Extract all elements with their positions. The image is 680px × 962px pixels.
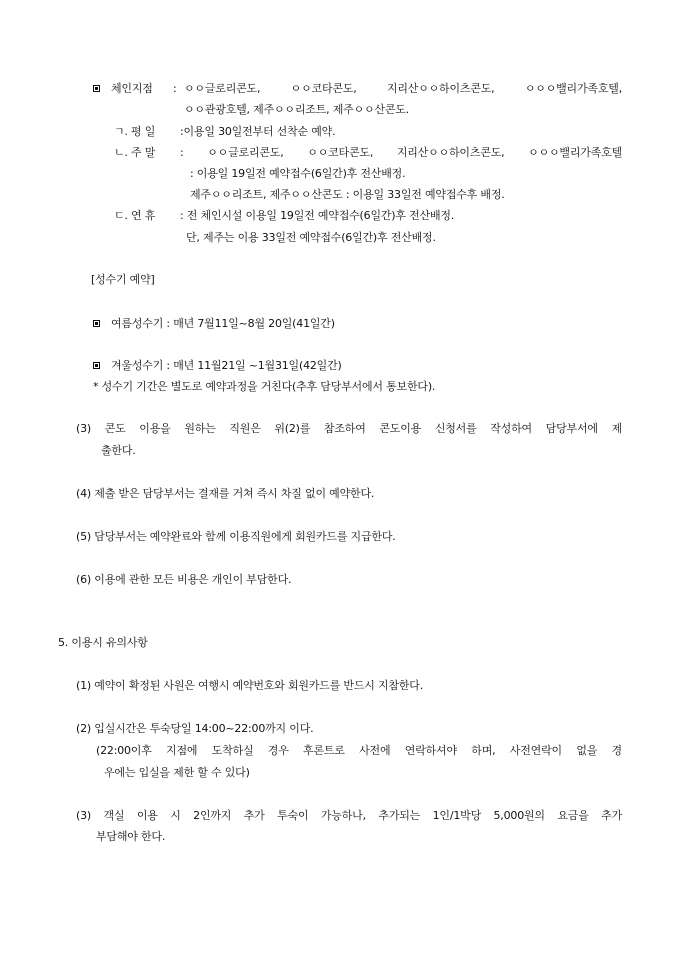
section-5-title: 5. 이용시 유의사항	[58, 636, 148, 649]
holiday-label: ㄷ. 연 휴	[114, 209, 156, 222]
section-5-item-1: (1) 예약이 확정된 사원은 여행시 예약번호와 회원카드를 반드시 지참한다.	[76, 679, 424, 692]
weekend-line-2: : 이용일 19일전 예약접수(6일간)후 전산배정.	[190, 167, 406, 180]
holiday-line-1: : 전 체인시설 이용일 19일전 예약접수(6일간)후 전산배정.	[180, 209, 455, 222]
item-3-line-1: (3) 콘도 이용을 원하는 직원은 위(2)를 참조하여 콘도이용 신청서를 작성하여 담당부서에 제	[76, 422, 622, 435]
checkin-line-2: ㅇㅇ관광호텔, 제주ㅇㅇ리조트, 제주ㅇㅇ산콘도.	[184, 103, 410, 116]
weekend-label: ㄴ. 주 말	[114, 146, 156, 159]
checkin-colon: :	[173, 82, 177, 95]
item-4: (4) 제출 받은 담당부서는 결재를 거쳐 즉시 차질 없이 예약한다.	[76, 487, 375, 500]
peak-note: * 성수기 기간은 별도로 예약과정을 거친다(추후 담당부서에서 통보한다).	[93, 380, 436, 393]
holiday-line-2: 단, 제주는 이용 33일전 예약접수(6일간)후 전산배정.	[186, 231, 436, 244]
section-5-item-3-line-1: (3) 객실 이용 시 2인까지 추가 투숙이 가능하나, 추가되는 1인/1박당 5,000원의 요금을 추가	[76, 809, 622, 822]
section-5-item-2-line-3: 우에는 입실을 제한 할 수 있다)	[104, 766, 250, 779]
weekend-line-3: 제주ㅇㅇ리조트, 제주ㅇㅇ산콘도 : 이용일 33일전 예약접수후 배정.	[190, 188, 505, 201]
weekend-line-1: : ㅇㅇ글로리콘도, ㅇㅇ코타콘도, 지리산ㅇㅇ하이츠콘도, ㅇㅇㅇ밸리가족호텔	[180, 146, 622, 159]
peak-season-header: [성수기 예약]	[91, 273, 155, 286]
weekday-label: ㄱ. 평 일	[114, 125, 156, 138]
weekday-text: :이용일 30일전부터 선착순 예약.	[180, 125, 336, 138]
summer-peak-text: 여름성수기 : 매년 7월11일~8월 20일(41일간)	[111, 317, 335, 330]
item-5: (5) 담당부서는 예약완료와 함께 이용직원에게 회원카드를 지급한다.	[76, 530, 396, 543]
checkin-label: 체인지점	[111, 82, 153, 95]
checkin-line-1: ㅇㅇ글로리콘도, ㅇㅇ코타콘도, 지리산ㅇㅇ하이츠콘도, ㅇㅇㅇ밸리가족호텔,	[184, 82, 622, 95]
checkbox-bullet-icon	[93, 362, 100, 369]
section-5-item-2-line-2: (22:00이후 지점에 도착하실 경우 후론트로 사전에 연락하셔야 하며, 사전연락이 없을 경	[96, 744, 622, 757]
section-5-item-3-line-2: 부담해야 한다.	[96, 830, 166, 843]
item-3-line-2: 출한다.	[101, 444, 136, 457]
winter-peak-text: 겨울성수기 : 매년 11월21일 ~1월31일(42일간)	[111, 359, 342, 372]
checkbox-bullet-icon	[93, 320, 100, 327]
section-5-item-2-line-1: (2) 입실시간은 투숙당일 14:00~22:00까지 이다.	[76, 722, 314, 735]
checkbox-bullet-icon	[93, 85, 100, 92]
item-6: (6) 이용에 관한 모든 비용은 개인이 부담한다.	[76, 573, 292, 586]
